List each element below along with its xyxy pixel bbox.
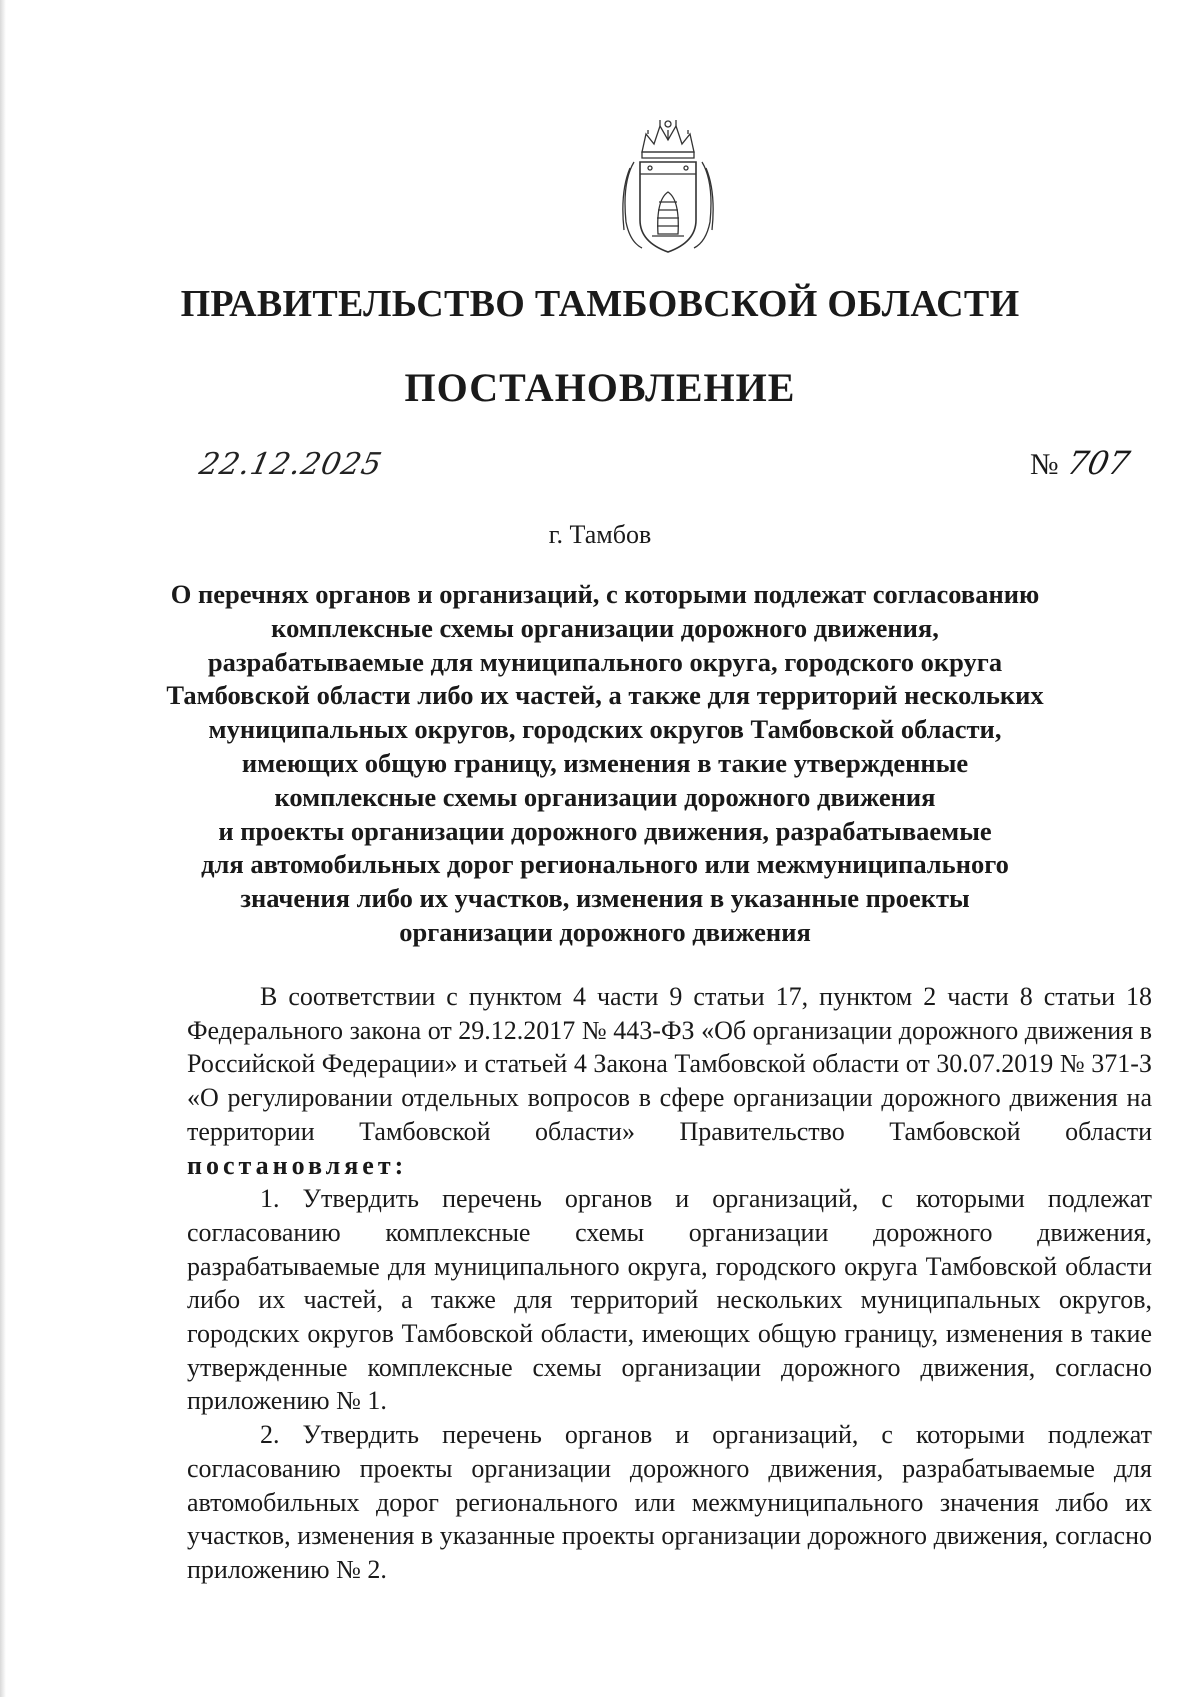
preamble-paragraph	[187, 980, 1152, 1182]
document-subject	[160, 578, 1050, 950]
scan-edge	[0, 0, 6, 1697]
tambov-coat-of-arms-emblem	[612, 112, 724, 260]
subject-line: комплексные схемы организации дорожного движения,	[271, 612, 939, 643]
subject-line: Тамбовской области либо их частей, а также для территорий нескольких	[166, 680, 1044, 711]
city-line: г. Тамбов	[548, 520, 652, 549]
subject-line: организации дорожного движения	[399, 916, 811, 947]
subject-line: разрабатываемые для муниципального округа, городского округа	[207, 646, 1003, 677]
handwritten-number: 707	[1063, 444, 1134, 482]
document-type-heading: ПОСТАНОВЛЕНИЕ	[404, 365, 796, 410]
subject-line: для автомобильных дорог регионального или межмуниципального	[201, 849, 1009, 880]
subject-line: комплексные схемы организации дорожного движения	[274, 781, 936, 812]
item-2-paragraph: 2. Утвердить перечень органов и организаций, с которыми подлежат согласованию проекты организации дорожного движения, разрабатываемые для автомобильных дорог регионального или межмуниципального значения либо их участков, изменения в указанные проекты организации дорожного движения, согласно приложению № 2.	[187, 1420, 1152, 1584]
document-body	[187, 980, 1152, 1587]
subject-line: значения либо их участков, изменения в указанные проекты	[240, 883, 970, 914]
subject-line: муниципальных округов, городских округов Тамбовской области,	[208, 714, 1002, 745]
item-1-paragraph: 1. Утвердить перечень органов и организаций, с которыми подлежат согласованию комплексные схемы организации дорожного движения, разрабатываемые для муниципального округа, городского округа Тамбовской области либо их частей, а также для территорий нескольких муниципальных округов, городских округов Тамбовской области, имеющих общую границу, изменения в такие утвержденные комплексные схемы организации дорожного движения, согласно приложению № 1.	[187, 1184, 1152, 1416]
number-label: №	[1030, 448, 1059, 481]
handwritten-date: 22.12.2025	[196, 447, 386, 482]
subject-line: О перечнях органов и организаций, с которыми подлежат согласованию	[170, 579, 1040, 609]
preamble-text: В соответствии с пунктом 4 части 9 статьи 17, пунктом 2 части 8 статьи 18 Федерального закона от 29.12.2017 № 443-ФЗ «Об организации дорожного движения в Российской Федерации» и статьей 4 Закона Тамбовской области от 30.07.2019 № 371-З «О регулировании отдельных вопросов в сфере организации дорожного движения на территории Тамбовской области» Правительство Тамбовской области	[187, 982, 1152, 1146]
resolves-word: постановляет:	[187, 1150, 408, 1180]
subject-line: и проекты организации дорожного движения, разрабатываемые	[218, 815, 992, 846]
organization-title: ПРАВИТЕЛЬСТВО ТАМБОВСКОЙ ОБЛАСТИ	[180, 283, 1020, 325]
subject-line: имеющих общую границу, изменения в такие утвержденные	[241, 747, 969, 778]
